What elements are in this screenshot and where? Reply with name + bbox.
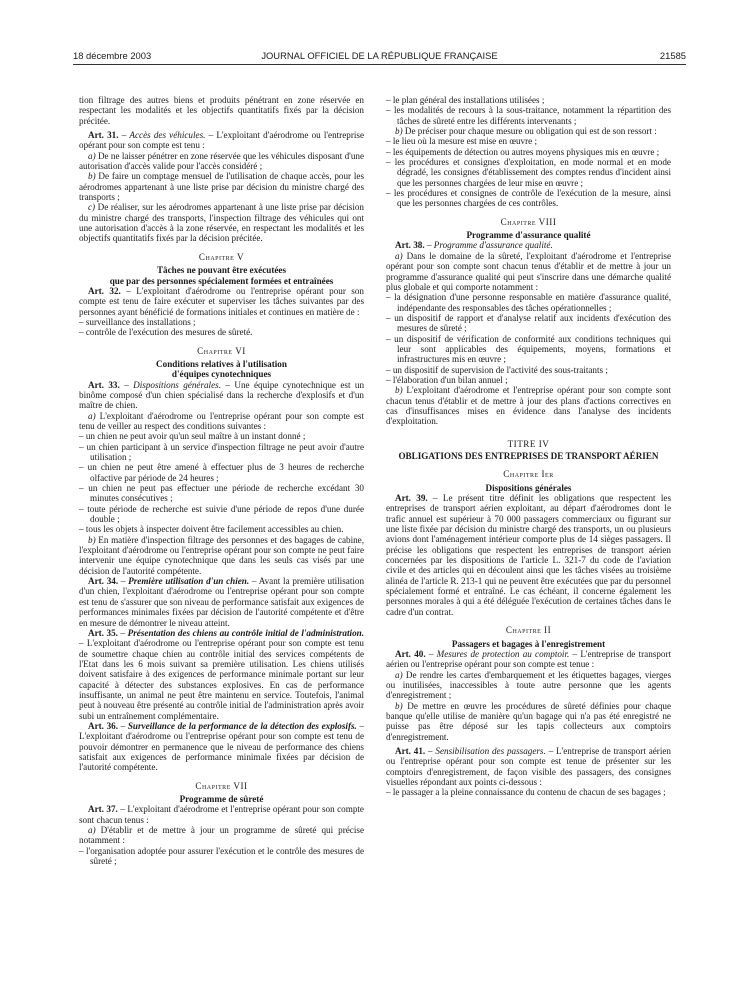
list	[386, 292, 671, 385]
list-item: – un chien ne peut avoir qu'un seul maître à un instant donné ;	[79, 431, 306, 442]
article-35: Art. 35. – Présentation des chiens au contrôle initial de l'administration. – L'exploitant d'aérodrome ou l'entreprise opérant pour son compte est tenu de soumettre chaque chien au contrôle initial des services compétents de l'Etat dans les 6 mois suivant sa première utilisation. Les chiens utilisés doivent satisfaire à des exigences de performance minimale portant sur leur capacité à détecter des substances explosives. En cas de performance insuffisante, un animal ne peut être maintenu en service. Toutefois, l'animal peut à nouveau être présenté au contrôle initial de l'administration après avoir subi un entraînement complémentaire.	[79, 627, 364, 721]
list-item: – l'élaboration d'un bilan annuel ;	[386, 374, 508, 385]
paragraph: b) L'exploitant d'aérodrome et l'entreprise opérant pour son compte sont chacun tenus d'établir et de mettre à jour des plans d'actions correctives en cas d'insuffisances mises en évidence dans l'analyse des incidents d'exploitation.	[386, 385, 671, 427]
article-38: Art. 38. – Programme d'assurance qualité.	[395, 240, 553, 251]
chapter-title: que par des personnes spécialement formées et entraînées	[109, 275, 334, 286]
list-item: – contrôle de l'exécution des mesures de sûreté.	[79, 327, 253, 338]
paragraph: b) En matière d'inspection filtrage des personnes et des bagages de cabine, l'exploitant d'aérodrome ou l'entreprise opérant pour son compte ne peut faire intervenir une équipe cynotechnique que dans les seuls cas visés par une décision de l'autorité compétente.	[79, 534, 364, 576]
list-item: – les modalités de recours à la sous-traitance, notamment la répartition des tâches de sûreté entre les différents intervenants ;	[386, 105, 671, 126]
list	[79, 317, 364, 338]
list	[79, 846, 364, 867]
header-page-number: 21585	[659, 50, 686, 61]
article-31: Art. 31. – Accès des véhicules. – L'exploitant d'aérodrome ou l'entreprise opérant pour son compte est tenu :	[79, 130, 365, 151]
list-item: – les procédures et consignes de contrôle de l'exécution de la mesure, ainsi que les personnes chargées de ces contrôles.	[386, 188, 671, 209]
chapter-title: Dispositions générales	[485, 482, 572, 493]
list-item: – l'organisation adoptée pour assurer l'exécution et le contrôle des mesures de sûreté ;	[79, 845, 364, 867]
list	[386, 136, 671, 208]
list-item: – un dispositif de supervision de l'activité des sous-traitants ;	[386, 364, 608, 375]
header-rule	[73, 64, 686, 65]
paragraph: b) De préciser pour chaque mesure ou obligation qui est de son ressort :	[395, 126, 657, 137]
list-item: – la désignation d'une personne responsable en matière d'assurance qualité, indépendante des responsables des tâches opérationnelles ;	[386, 292, 671, 313]
article-32: Art. 32. – L'exploitant d'aérodrome ou l'entreprise opérant pour son compte est tenu de faire exécuter et superviser les tâches suivantes par des personnes ayant bénéficié de formations initiales et continues en matière de :	[79, 285, 364, 317]
list-item: – le plan général des installations utilisées ;	[386, 95, 545, 105]
list-item: – les procédures et consignes d'exploitation, en mode normal et en mode dégradé, les consignes d'établissement des comptes rendus d'incident ainsi que les personnes chargées de leur mise en œuvre ;	[386, 157, 671, 188]
paragraph: b) De faire un comptage mensuel de l'utilisation de chaque accès, pour les aérodromes appartenant à une liste prise par décision du ministre chargé des transports ;	[79, 171, 365, 203]
paragraph: a) D'établir et de mettre à jour un programme de sûreté qui précise notamment :	[79, 825, 364, 846]
list-item: – le lieu où la mesure est mise en œuvre ;	[386, 136, 538, 147]
paragraph: b) De mettre en œuvre les procédures de sûreté définies pour chaque banque qu'elle utilise de manière qu'un bagage qui n'a pas été enregistré ne puisse pas être déposé sur les tapis collecteurs aux comptoirs d'enregistrement.	[386, 700, 671, 742]
list-item: – un dispositif de vérification de conformité aux conditions techniques qui leur sont applicables des équipements, moyens, formations et infrastructures mis en œuvre ;	[386, 333, 671, 365]
title-name: OBLIGATIONS DES ENTREPRISES DE TRANSPORT AÉRIEN	[398, 451, 659, 461]
chapter-heading: Chapitre VI	[197, 345, 246, 356]
list-item: – les équipements de détection ou autres moyens physiques mis en œuvre ;	[386, 146, 660, 157]
chapter-title: Programme d'assurance qualité	[466, 230, 591, 241]
chapter-title: Passagers et bagages à l'enregistrement	[451, 638, 606, 649]
title-heading: TITRE IV	[507, 438, 550, 449]
page-header	[73, 50, 686, 64]
list-item: – toute période de recherche est suivie d'une période de repos d'une durée double ;	[79, 503, 364, 525]
paragraph: a) Dans le domaine de la sûreté, l'exploitant d'aérodrome et l'entreprise opérant pour son compte sont chacun tenus d'établir et de mettre à jour un programme d'assurance qualité qui peut s'inscrire dans une démarche qualité plus globale et qui comporte notamment :	[386, 250, 672, 292]
list	[386, 95, 671, 126]
chapter-title: d'équipes cynotechniques	[171, 369, 272, 380]
header-date: 18 décembre 2003	[73, 50, 152, 61]
chapter-heading: Chapitre II	[505, 625, 552, 636]
article-37: Art. 37. – L'exploitant d'aérodrome et l'entreprise opérant pour son compte sont chacun tenus :	[79, 804, 364, 825]
list-item: – le passager a la pleine connaissance du contenu de chacun de ses bagages ;	[386, 787, 666, 798]
chapter-title: Conditions relatives à l'utilisation	[156, 358, 287, 369]
chapter-title: Tâches ne pouvant être exécutées	[156, 265, 287, 276]
right-column	[386, 95, 671, 798]
article-33: Art. 33. – Dispositions générales. – Une équipe cynotechnique est un binôme composé d'un chien spécialisé dans la recherche d'explosifs et d'un maître de chien.	[79, 379, 365, 411]
article-39: Art. 39. – Le présent titre définit les obligations que respectent les entreprises de transport aérien exploitant, au départ d'aérodromes dont le trafic annuel est supérieur à 70 000 passagers commerciaux ou figurant sur une liste fixée par décision du ministre chargé des transports, un ou plusieurs avions dont l'aménagement intérieur comporte plus de 14 sièges passagers. Il précise les obligations que respectent les entreprises de transport aérien concernées par les dispositions de l'article L. 321-7 du code de l'aviation civile et des articles qui en découlent ainsi que les tâches visées au troisième alinéa de l'article R. 213-1 qui ne peuvent être exécutées que par du personnel spécialement formé et entraîné. Le cas échéant, il concerne également les personnes morales à qui a été déléguée l'exécution de certaines tâches dans le cadre d'un contrat.	[386, 493, 672, 617]
header-journal-title: JOURNAL OFFICIEL DE LA RÉPUBLIQUE FRANÇAISE	[261, 50, 498, 61]
paragraph: a) De ne laisser pénétrer en zone réservée que les véhicules disposant d'une autorisation d'accès valide pour l'accès considéré ;	[79, 150, 364, 172]
left-column	[79, 95, 364, 866]
list-item: – un chien participant à un service d'inspection filtrage ne peut avoir d'autre utilisation ;	[79, 441, 364, 462]
paragraph: a) De rendre les cartes d'embarquement et les étiquettes bagages, vierges ou inutilisées, inaccessibles à toute autre personne que les agents d'enregistrement ;	[386, 669, 672, 701]
list-item: – tous les objets à inspecter doivent être facilement accessibles au chien.	[79, 524, 344, 535]
list	[79, 431, 364, 534]
paragraph: a) L'exploitant d'aérodrome ou l'entreprise opérant pour son compte est tenu de veiller au respect des conditions suivantes :	[79, 410, 364, 431]
chapter-title: Programme de sûreté	[179, 794, 264, 804]
article-36: Art. 36. – Surveillance de la performance de la détection des explosifs. – L'exploitant d'aérodrome ou l'entreprise opérant pour son compte est tenu de pouvoir démontrer en permanence que le niveau de performance des chiens satisfait aux exigences de performance minimale fixées par décision de l'autorité compétente.	[79, 720, 365, 773]
list-item: – un chien ne peut pas effectuer une période de recherche excédant 30 minutes consécutives ;	[79, 483, 364, 504]
chapter-heading: Chapitre VIII	[500, 216, 557, 227]
article-41: Art. 41. – Sensibilisation des passagers. – L'entreprise de transport aérien ou l'entreprise opérant pour son compte est tenue de présenter sur les comptoirs d'enregistrement, de façon visible des passagers, des consignes visuelles répondant aux points ci-dessous :	[386, 745, 671, 787]
list-item: – un dispositif de rapport et d'analyse relatif aux incidents d'exécution des mesures de sûreté ;	[386, 312, 671, 334]
chapter-heading: Chapitre Ier	[503, 469, 554, 480]
chapter-heading: Chapitre VII	[195, 780, 248, 791]
list	[386, 787, 671, 797]
paragraph: tion filtrage des autres biens et produits pénétrant en zone réservée en respectant les modalités et les objectifs quantitatifs fixés par la décision précitée.	[79, 95, 364, 126]
article-34: Art. 34. – Première utilisation d'un chien. – Avant la première utilisation d'un chien, l'exploitant d'aérodrome ou l'entreprise opérant pour son compte est tenu de s'assurer que son niveau de performance satisfait aux exigences de performances minimales fixées par décision de l'autorité compétente et d'être en mesure de démontrer le niveau atteint.	[79, 576, 365, 628]
list-item: – un chien ne peut être amené à effectuer plus de 3 heures de recherche olfactive par période de 24 heures ;	[79, 462, 364, 483]
article-40: Art. 40. – Mesures de protection au comptoir. – L'entreprise de transport aérien ou l'entreprise opérant pour son compte est tenue :	[386, 648, 672, 670]
paragraph: c) De réaliser, sur les aérodromes appartenant à une liste prise par décision du ministre chargé des transports, l'inspection filtrage des véhicules qui ont une autorisation d'accès à la zone réservée, en respectant les modalités et les objectifs quantitatifs fixés par la décision précitée.	[79, 202, 364, 244]
chapter-heading: Chapitre V	[198, 251, 245, 262]
list-item: – surveillance des installations ;	[79, 316, 196, 327]
